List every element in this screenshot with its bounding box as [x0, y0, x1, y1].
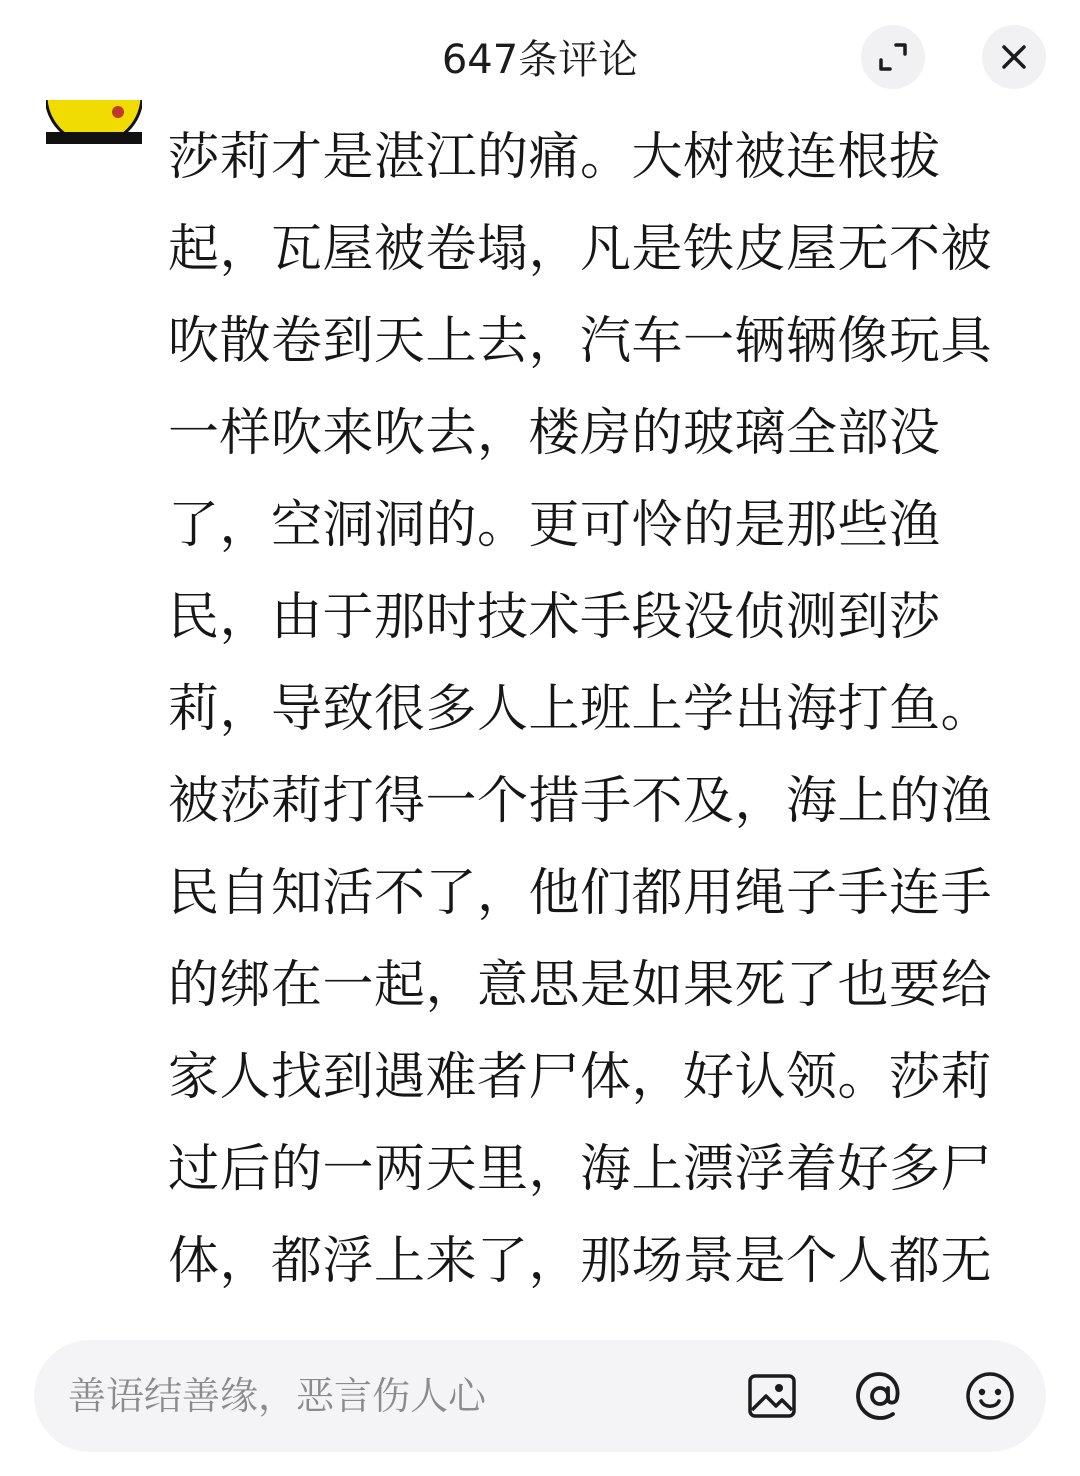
insert-image-button[interactable]	[744, 1368, 800, 1424]
comment-input-bar[interactable]	[34, 1340, 1046, 1452]
emoji-button[interactable]	[962, 1368, 1018, 1424]
emoji-icon	[962, 1368, 1018, 1424]
comment-text: 莎莉才是湛江的痛。大树被连根拔 起，瓦屋被卷塌，凡是铁皮屋无不被 吹散卷到天上去，汽车一辆辆像玩具 一样吹来吹去，楼房的玻璃全部没 了，空洞洞的。更可怜的是那些渔 民，由于那时技术手段没侦测到莎 莉，导致很多人上班上学出海打鱼。 被莎莉打得一个措手不及，海上的渔 民自知活不了，他们都用绳子手连手 的绑在一起，意思是如果死了也要给 家人找到遇难者尸体，好认领。莎莉 过后的一两天里，海上漂浮着好多尸 体，都浮上来了，那场景是个人都无	[168, 128, 993, 1291]
expand-icon	[876, 40, 910, 74]
commenter-avatar[interactable]	[46, 56, 142, 144]
comment-count-title: 647条评论	[441, 37, 639, 83]
at-icon	[852, 1368, 908, 1424]
close-icon	[999, 42, 1029, 72]
comment-input-placeholder[interactable]: 善语结善缘，恶言伤人心	[68, 1374, 487, 1418]
avatar-image	[46, 56, 142, 144]
comments-header	[0, 0, 1080, 110]
mention-button[interactable]	[852, 1368, 908, 1424]
expand-button[interactable]	[861, 25, 925, 89]
close-button[interactable]	[982, 25, 1046, 89]
image-icon	[744, 1368, 800, 1424]
